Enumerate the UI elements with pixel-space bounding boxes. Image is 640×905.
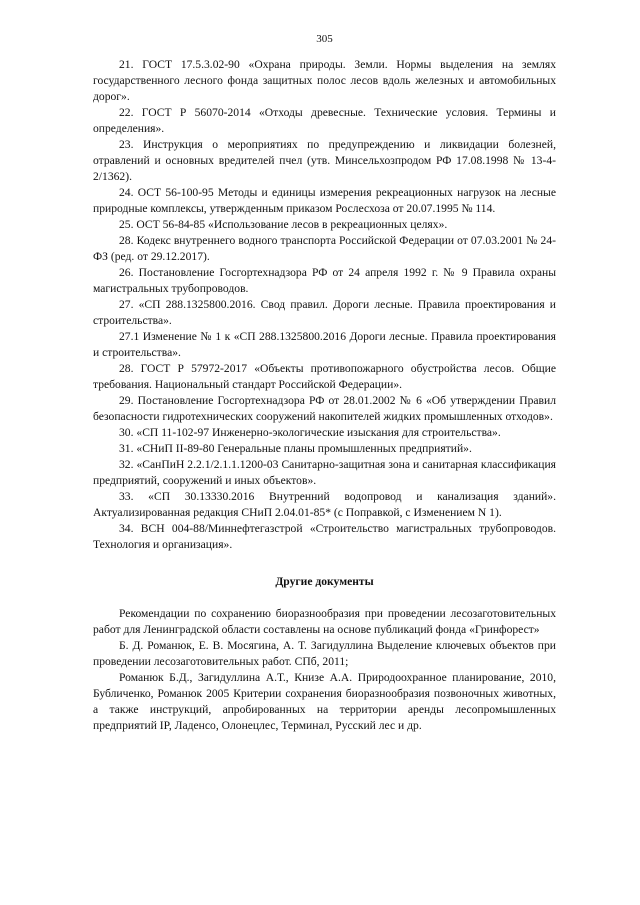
- reference-item: 27.1 Изменение № 1 к «СП 288.1325800.2016 Дороги лесные. Правила проектирования и строительства».: [93, 330, 556, 359]
- section-title: Другие документы: [275, 575, 374, 588]
- reference-item: 22. ГОСТ Р 56070-2014 «Отходы древесные. Технические условия. Термины и определения».: [93, 106, 556, 135]
- reference-item: 27. «СП 288.1325800.2016. Свод правил. Дороги лесные. Правила проектирования и строительства».: [93, 298, 556, 327]
- other-documents: [93, 606, 556, 734]
- other-paragraph: Романюк Б.Д., Загидуллина А.Т., Книзе А.А. Природоохранное планирование, 2010, Бубличенко, Романюк 2005 Критерии сохранения биоразнообразия позвоночных животных, а также инструкций, апробированных на территории аренды лесопромышленных предприятий IP, Ладенсо, Олонецлес, Терминал, Русский лес и др.: [93, 671, 556, 732]
- reference-item: 28. ГОСТ Р 57972-2017 «Объекты противопожарного обустройства лесов. Общие требования. Национальный стандарт Российской Федерации».: [93, 362, 556, 391]
- reference-item: 31. «СНиП II-89-80 Генеральные планы промышленных предприятий».: [119, 442, 472, 455]
- reference-item: 28. Кодекс внутреннего водного транспорта Российской Федерации от 07.03.2001 № 24-ФЗ (ред. от 29.12.2017).: [93, 234, 556, 263]
- other-paragraph: Рекомендации по сохранению биоразнообразия при проведении лесозаготовительных работ для Ленинградской области составлены на основе публикаций фонда «Гринфорест»: [93, 607, 556, 636]
- reference-item: 32. «СанПиН 2.2.1/2.1.1.1200-03 Санитарно-защитная зона и санитарная классификация предприятий, сооружений и иных объектов».: [93, 458, 556, 487]
- references-list: [93, 57, 556, 553]
- reference-item: 23. Инструкция о мероприятиях по предупреждению и ликвидации болезней, отравлений и основных вредителей пчел (утв. Минсельхозпродом РФ 17.08.1998 № 13-4-2/1362).: [93, 138, 556, 183]
- reference-item: 24. ОСТ 56-100-95 Методы и единицы измерения рекреационных нагрузок на лесные природные комплексы, утвержденным приказом Рослесхоза от 20.07.1995 № 114.: [93, 186, 556, 215]
- reference-item: 33. «СП 30.13330.2016 Внутренний водопровод и канализация зданий». Актуализированная редакция СНиП 2.04.01-85* (с Поправкой, с Изменением N 1).: [93, 490, 556, 519]
- reference-item: 25. ОСТ 56-84-85 «Использование лесов в рекреационных целях».: [119, 218, 448, 231]
- reference-item: 29. Постановление Госгортехнадзора РФ от 28.01.2002 № 6 «Об утверждении Правил безопасности гидротехнических сооружений накопителей жидких промышленных отходов».: [93, 394, 556, 423]
- page-number: 305: [316, 33, 333, 45]
- reference-item: 26. Постановление Госгортехнадзора РФ от 24 апреля 1992 г. № 9 Правила охраны магистральных трубопроводов.: [93, 266, 556, 295]
- reference-item: 21. ГОСТ 17.5.3.02-90 «Охрана природы. Земли. Нормы выделения на землях государственного лесного фонда защитных полос лесов вдоль железных и автомобильных дорог».: [93, 58, 556, 103]
- other-paragraph: Б. Д. Романюк, Е. В. Мосягина, А. Т. Загидуллина Выделение ключевых объектов при проведении лесозаготовительных работ. СПб, 2011;: [93, 639, 556, 668]
- reference-item: 30. «СП 11-102-97 Инженерно-экологические изыскания для строительства».: [119, 426, 501, 439]
- reference-item: 34. ВСН 004-88/Миннефтегазстрой «Строительство магистральных трубопроводов. Технология и организация».: [93, 522, 556, 551]
